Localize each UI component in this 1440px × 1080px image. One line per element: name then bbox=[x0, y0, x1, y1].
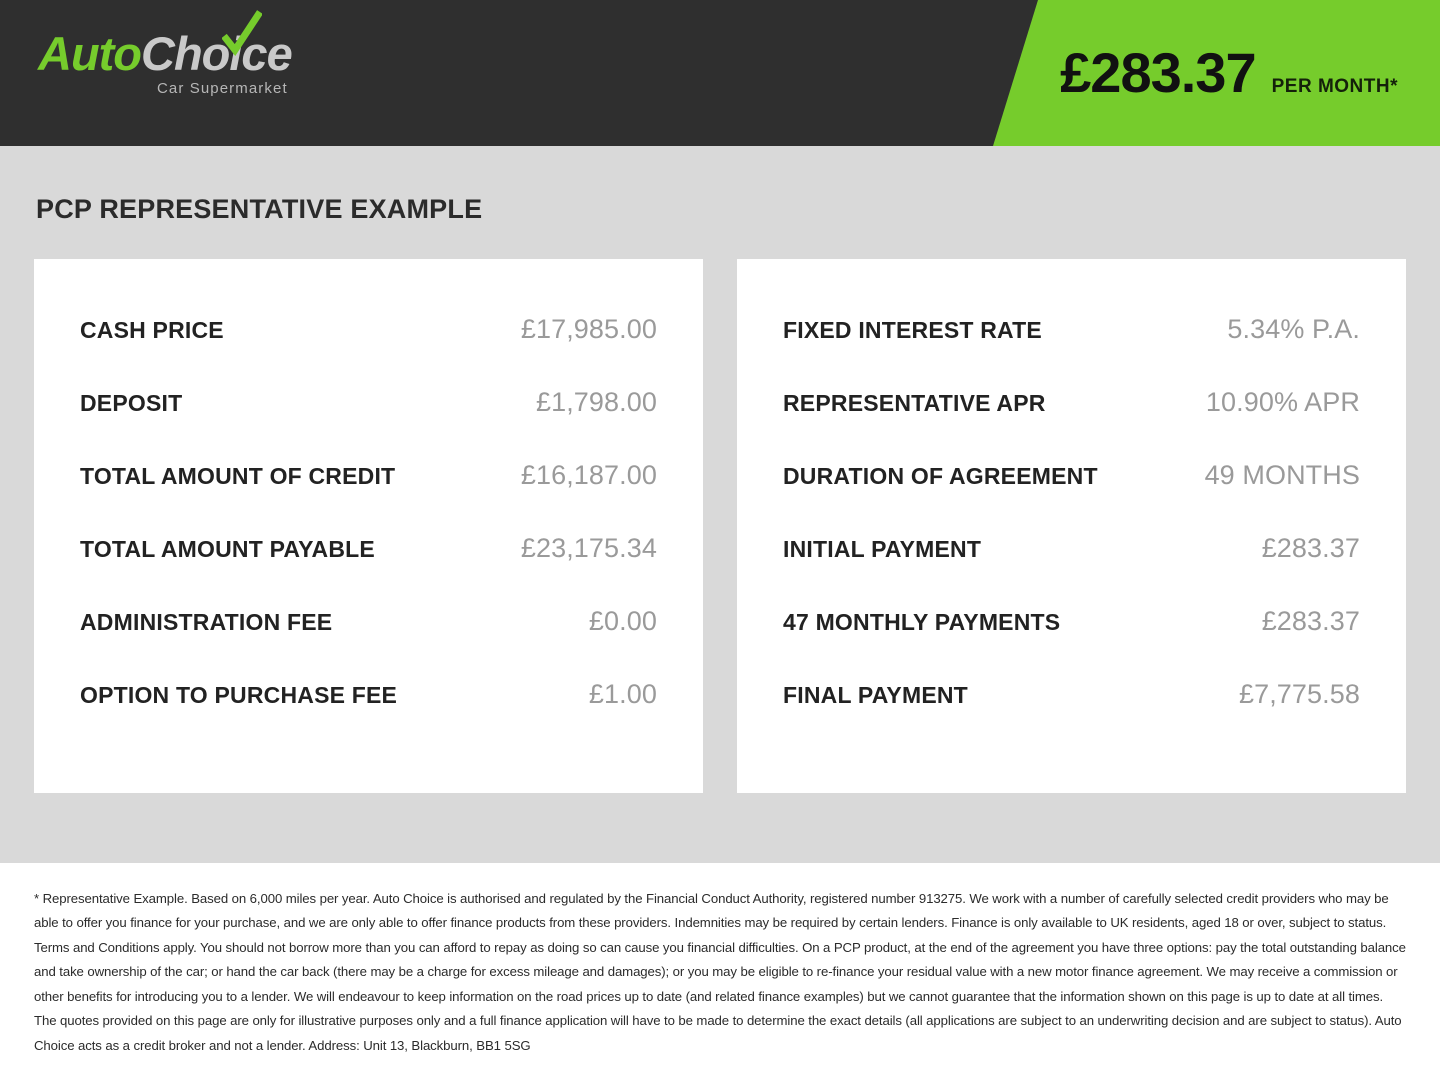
main-content bbox=[0, 146, 1440, 837]
row-value: £283.37 bbox=[1261, 606, 1360, 636]
row-label: DURATION OF AGREEMENT bbox=[783, 463, 1098, 489]
row-value: £283.37 bbox=[1261, 533, 1360, 563]
row-label: REPRESENTATIVE APR bbox=[783, 390, 1046, 416]
logo-wordmark bbox=[38, 27, 292, 80]
logo-tagline: Car Supermarket bbox=[157, 80, 288, 97]
row-label: 47 MONTHLY PAYMENTS bbox=[783, 609, 1061, 635]
table-row bbox=[783, 366, 1360, 439]
row-label: INITIAL PAYMENT bbox=[783, 536, 982, 562]
row-label: DEPOSIT bbox=[80, 390, 183, 416]
row-value: £23,175.34 bbox=[520, 533, 657, 563]
table-row bbox=[783, 585, 1360, 658]
row-label: OPTION TO PURCHASE FEE bbox=[80, 682, 398, 708]
table-row bbox=[80, 366, 657, 439]
finance-cards bbox=[34, 259, 1406, 793]
table-row bbox=[783, 439, 1360, 512]
table-row bbox=[80, 293, 657, 366]
row-label: FIXED INTEREST RATE bbox=[783, 317, 1042, 343]
row-value: 49 MONTHS bbox=[1204, 460, 1360, 490]
footer-disclaimer bbox=[0, 863, 1440, 1080]
row-value: 5.34% P.A. bbox=[1227, 314, 1360, 344]
table-row bbox=[80, 658, 657, 731]
page-header bbox=[0, 0, 1440, 146]
row-value: £16,187.00 bbox=[520, 460, 657, 490]
monthly-price-amount: £283.37 bbox=[1060, 41, 1256, 104]
row-value: £0.00 bbox=[588, 606, 657, 636]
check-mark-icon bbox=[222, 10, 262, 56]
row-label: FINAL PAYMENT bbox=[783, 682, 968, 708]
row-label: TOTAL AMOUNT PAYABLE bbox=[80, 536, 375, 562]
table-row bbox=[80, 585, 657, 658]
row-value: £7,775.58 bbox=[1238, 679, 1360, 709]
row-value: £1.00 bbox=[588, 679, 657, 709]
row-label: CASH PRICE bbox=[80, 317, 224, 343]
logo-word-choice: Choice bbox=[141, 27, 292, 80]
table-row bbox=[783, 512, 1360, 585]
brand-logo[interactable] bbox=[38, 27, 292, 97]
table-row bbox=[783, 293, 1360, 366]
finance-card-left bbox=[34, 259, 703, 793]
row-value: 10.90% APR bbox=[1205, 387, 1360, 417]
finance-card-right bbox=[737, 259, 1406, 793]
row-label: ADMINISTRATION FEE bbox=[80, 609, 333, 635]
page-title: PCP REPRESENTATIVE EXAMPLE bbox=[36, 194, 483, 224]
monthly-price-block bbox=[1060, 40, 1398, 105]
row-label: TOTAL AMOUNT OF CREDIT bbox=[80, 463, 396, 489]
logo-word-auto: Auto bbox=[38, 27, 142, 80]
table-row bbox=[783, 658, 1360, 731]
row-value: £17,985.00 bbox=[520, 314, 657, 344]
row-value: £1,798.00 bbox=[535, 387, 657, 417]
disclaimer-text: * Representative Example. Based on 6,000 miles per year. Auto Choice is authorised and regulated by the Financial Conduct Authority, registered number 913275. We work with a number of carefully selected credit providers who may be able to offer you finance for your purchase, and we are only able to offer finance products from these providers. Indemnities may be required by certain lenders. Finance is only available to UK residents, aged 18 or over, subject to status. Terms and Conditions apply. You should not borrow more than you can afford to repay as doing so can cause you financial difficulties. On a PCP product, at the end of the agreement you have three options: pay the total outstanding balance and take ownership of the car; or hand the car back (there may be a charge for excess mileage and damages); or you may be eligible to re-finance your residual value with a new motor finance agreement. We may receive a commission or other benefits for introducing you to a lender. We will endeavour to keep information on the road prices up to date (and related finance examples) but we cannot guarantee that the information shown on this page is up to date at all times. The quotes provided on this page are only for illustrative purposes only and a full finance application will have to be made to determine the exact details (all applications are subject to an underwriting decision and are subject to status). Auto Choice acts as a credit broker and not a lender. Address: Unit 13, Blackburn, BB1 5SG bbox=[34, 891, 1406, 1053]
monthly-price-label: PER MONTH* bbox=[1271, 76, 1398, 97]
table-row bbox=[80, 439, 657, 512]
table-row bbox=[80, 512, 657, 585]
